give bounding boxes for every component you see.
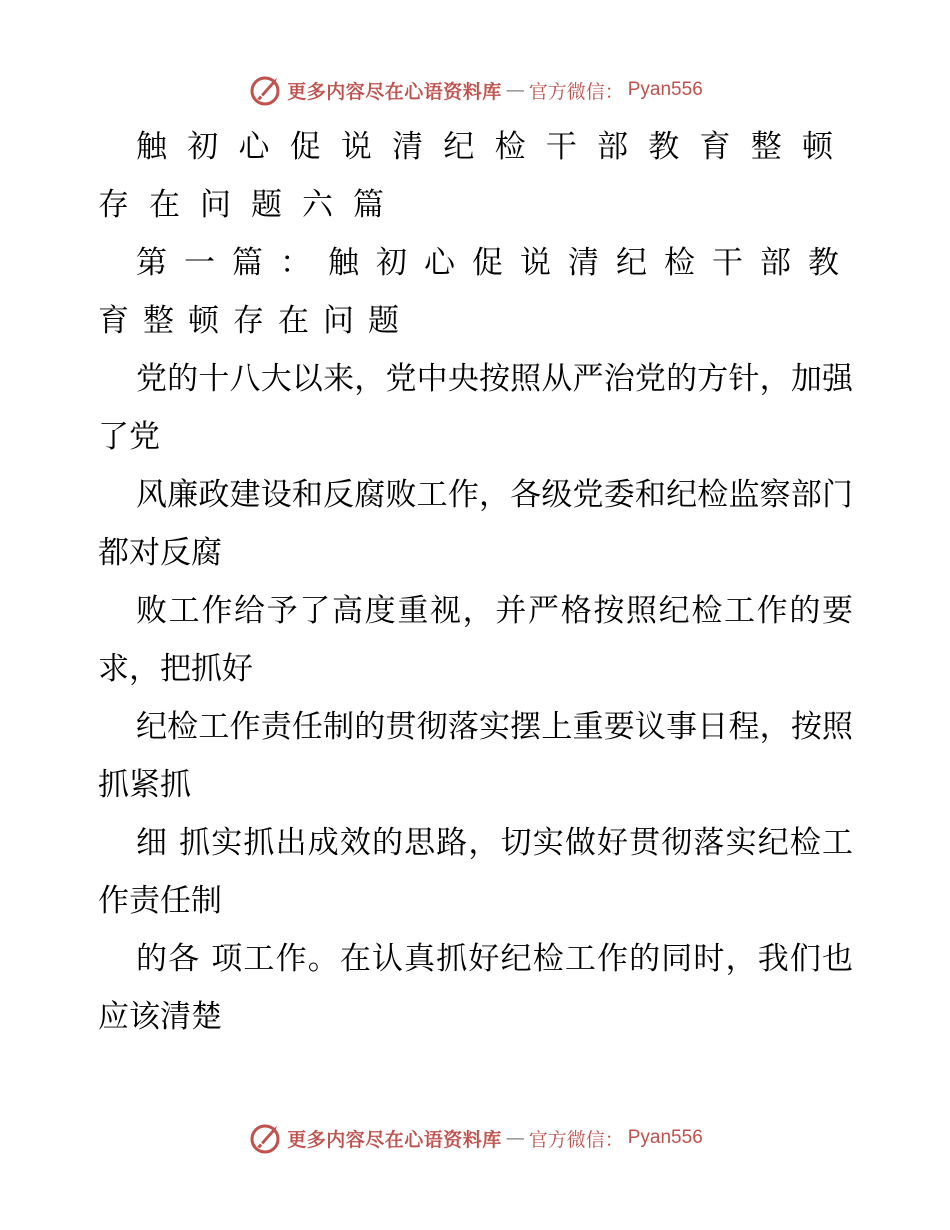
banner-wechat-label: 官方微信： bbox=[528, 1128, 624, 1151]
document-title: 触初心促说清纪检干部教育整顿存在问题六篇 bbox=[98, 129, 853, 223]
paragraph: 纪检工作责任制的贯彻落实摆上重要议事日程，按照抓紧抓 bbox=[98, 709, 853, 803]
banner-dash: — bbox=[505, 79, 525, 101]
header-banner bbox=[0, 70, 950, 110]
paragraph: 的各 项工作。在认真抓好纪检工作的同时，我们也应该清楚 bbox=[98, 941, 853, 1035]
banner-wechat-label: 官方微信： bbox=[528, 80, 624, 103]
document-body bbox=[98, 118, 853, 1046]
banner-wechat-id: Pyan556 bbox=[627, 79, 703, 100]
quill-pen-logo-icon bbox=[247, 1120, 283, 1156]
paragraph: 细 抓实抓出成效的思路，切实做好贯彻落实纪检工作责任制 bbox=[98, 825, 853, 919]
document-subtitle: 第一篇：触初心促说清纪检干部教育整顿存在问题 bbox=[98, 245, 853, 339]
paragraph: 败工作给予了高度重视，并严格按照纪检工作的要求，把抓好 bbox=[98, 593, 853, 687]
paragraph: 党的十八大以来，党中央按照从严治党的方针，加强了党 bbox=[98, 361, 853, 455]
banner-library-text: 更多内容尽在心语资料库 bbox=[287, 80, 502, 103]
paragraph: 风廉政建设和反腐败工作，各级党委和纪检监察部门都对反腐 bbox=[98, 477, 853, 571]
banner-wechat-id: Pyan556 bbox=[627, 1127, 703, 1148]
banner-library-text: 更多内容尽在心语资料库 bbox=[287, 1128, 502, 1151]
footer-banner bbox=[0, 1118, 950, 1158]
quill-pen-logo-icon bbox=[247, 72, 283, 108]
banner-dash: — bbox=[505, 1127, 525, 1149]
